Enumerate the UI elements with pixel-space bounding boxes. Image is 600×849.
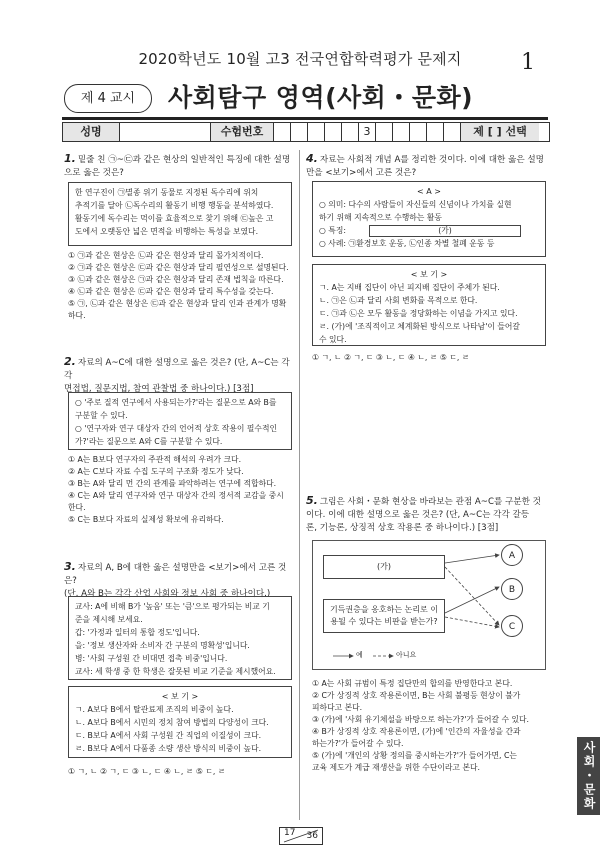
title-rule <box>62 117 548 120</box>
choice-2[interactable]: ② ㉠과 같은 현상은 ㉢과 같은 현상과 달리 필연성으로 설명된다. <box>68 263 289 272</box>
question-stem-cont: 론, 기능론, 상징적 상호 작용론 중 하나이다.) [3점] <box>306 523 499 533</box>
choice-1[interactable]: ① A는 사회 규범이 특정 집단만의 합의를 반영한다고 본다. <box>312 679 513 688</box>
bogi-item-cont: 수 있다. <box>319 335 347 344</box>
q3-passage-box <box>68 596 292 680</box>
page-number: 1 <box>521 50 535 75</box>
question-stem: 자료의 A~C에 대한 설명으로 옳은 것은? (단, A~C는 각각 <box>64 358 290 381</box>
exam-no-label: 수험번호 <box>211 123 274 141</box>
exam-no-box[interactable] <box>410 123 427 141</box>
page-total: 36 <box>306 831 318 841</box>
choice-4-cont: 한다. <box>68 503 86 512</box>
choice-4-cont: 하는가?'가 들어갈 수 있다. <box>312 739 404 748</box>
session-badge: 제 4 교시 <box>64 84 152 113</box>
page-counter <box>279 827 323 845</box>
bogi-heading: < 보 기 > <box>410 270 448 279</box>
passage-line: 가?'라는 질문으로 A와 C를 구분할 수 있다. <box>75 437 223 446</box>
bogi-item: ㄴ. A보다 B에서 시민의 정치 참여 방법의 다양성이 크다. <box>75 718 269 727</box>
subject-side-tab: 사회・문화 <box>577 737 600 815</box>
bogi-item: ㄱ. A보다 B에서 탈관료제 조직의 비중이 높다. <box>75 705 234 714</box>
bogi-item: ㄹ. (가)에 '조직적이고 체계화된 방식으로 나타남'이 들어갈 <box>319 322 520 331</box>
question-number: 2. <box>64 355 76 368</box>
node-c: C <box>501 615 523 637</box>
q4-concept-box <box>312 181 546 257</box>
q3-bogi-box <box>68 686 292 758</box>
passage-line: 도에서 오랫동안 넓은 면적을 비행하는 특성을 보였다. <box>75 227 259 236</box>
question-stem: 자료의 A, B에 대한 옳은 설명만을 <보기>에서 고른 것은? <box>64 563 287 586</box>
question-stem-cont: 면접법, 질문지법, 참여 관찰법 중 하나이다.) [3점] <box>64 384 254 394</box>
q3-answer-options[interactable]: ① ㄱ, ㄴ ② ㄱ, ㄷ ③ ㄴ, ㄷ ④ ㄴ, ㄹ ⑤ ㄷ, ㄹ <box>68 767 226 776</box>
choice-3[interactable]: ③ (가)에 '사회 유기체설을 바탕으로 하는가?'가 들어갈 수 있다. <box>312 715 530 724</box>
dialogue-line: 교사: A에 비해 B가 '높음' 또는 '큼'으로 평가되는 비교 기 <box>75 602 270 611</box>
concept-feature-row <box>319 224 539 237</box>
name-field[interactable] <box>120 123 211 141</box>
node-b: B <box>501 578 523 600</box>
dialogue-line: 준을 제시해 보세요. <box>75 615 143 624</box>
question-3 <box>64 560 296 601</box>
exam-no-box[interactable] <box>376 123 393 141</box>
q2-passage-box <box>68 392 292 450</box>
question-number: 5. <box>306 494 318 507</box>
question-4 <box>306 152 546 180</box>
choice-2[interactable]: ② C가 상징적 상호 작용론이면, B는 사회 불평등 현상이 불가 <box>312 691 521 700</box>
dialogue-line: 갑: '가정과 일터의 통합 정도'입니다. <box>75 628 200 637</box>
column-divider <box>299 150 300 820</box>
choice-3[interactable]: ③ B는 A와 달리 먼 간의 관계를 파악하려는 연구에 적합하다. <box>68 479 277 488</box>
concept-line: ○ 사례: ㉠환경보호 운동, ㉡인종 차별 철폐 운동 등 <box>319 239 495 248</box>
exam-no-box[interactable] <box>427 123 444 141</box>
concept-line: ○ 특징: <box>319 226 346 235</box>
passage-line: ○ '연구자와 연구 대상자 간의 언어적 상호 작용이 필수적인 <box>75 424 278 433</box>
legend-yes: 예 <box>356 651 363 659</box>
exam-header-title: 2020학년도 10월 고3 전국연합학력평가 문제지 <box>138 50 462 68</box>
blank-ga-box: (가) <box>369 225 521 237</box>
choice-1[interactable]: ① A는 B보다 연구자의 주관적 해석의 우려가 크다. <box>68 455 242 464</box>
exam-no-box[interactable] <box>342 123 359 141</box>
question-1 <box>64 152 292 180</box>
question-stem: 밑줄 친 ㉠~㉢과 같은 현상의 일반적인 특징에 대한 설명으로 옳은 것은? <box>64 155 291 178</box>
q4-answer-options[interactable]: ① ㄱ, ㄴ ② ㄱ, ㄷ ③ ㄴ, ㄷ ④ ㄴ, ㄹ ⑤ ㄷ, ㄹ <box>312 353 470 362</box>
choice-5[interactable]: ⑤ C는 B보다 자료의 실제성 확보에 유리하다. <box>68 515 224 524</box>
passage-line: ○ '주로 질적 연구에서 사용되는가?'라는 질문으로 A와 B를 <box>75 398 277 407</box>
exam-no-box[interactable] <box>325 123 342 141</box>
dialogue-line: 병: '사회 구성원 간 비대면 접촉 비중'입니다. <box>75 654 228 663</box>
choice-4[interactable]: ④ ㉡과 같은 현상은 ㉢과 같은 현상과 달리 특수성을 갖는다. <box>68 287 274 296</box>
diagram-box-question: 기득권층을 옹호하는 논리로 이용될 수 있다는 비판을 받는가? <box>323 599 445 633</box>
bogi-item: ㄴ. ㉠은 ㉡과 달리 사회 변화를 목적으로 한다. <box>319 296 478 305</box>
exam-no-box[interactable] <box>308 123 325 141</box>
question-number: 1. <box>64 152 76 165</box>
choice-5-cont: 교육 제도가 계급 재생산을 위한 수단이라고 본다. <box>312 763 480 772</box>
choice-4[interactable]: ④ B가 상징적 상호 작용론이면, (가)에 '인간의 자율성을 간과 <box>312 727 521 736</box>
dialogue-line: 교사: 세 학생 중 한 학생은 잘못된 비교 기준을 제시했어요. <box>75 667 276 676</box>
name-label: 성명 <box>63 123 120 141</box>
question-stem: 자료는 사회적 개념 A를 정리한 것이다. 이에 대한 옳은 설명만을 <보기>에서 고른 것은? <box>306 155 544 178</box>
choice-5-cont: 하다. <box>68 311 86 320</box>
page-current: 17 <box>284 828 296 838</box>
q5-diagram-frame <box>312 540 546 670</box>
question-5 <box>306 494 550 535</box>
question-number: 3. <box>64 560 76 573</box>
bogi-heading: < 보 기 > <box>161 692 199 701</box>
select-label: 제 [ ] 선택 <box>461 123 539 141</box>
passage-line: 구분할 수 있다. <box>75 411 128 420</box>
legend-no: 아니요 <box>396 651 417 659</box>
question-stem-cont: (단, A와 B는 각각 산업 사회와 정보 사회 중 하나이다.) <box>64 589 271 599</box>
q4-bogi-box <box>312 264 546 346</box>
bogi-item: ㄱ. A는 지배 집단이 아닌 피지배 집단이 주체가 된다. <box>319 283 500 292</box>
concept-heading: < A > <box>417 187 441 196</box>
choice-2[interactable]: ② A는 C보다 자료 수집 도구의 구조화 정도가 낮다. <box>68 467 244 476</box>
choice-5[interactable]: ⑤ (가)에 '개인의 상황 정의를 중시하는가?'가 들어가면, C는 <box>312 751 517 760</box>
choice-5[interactable]: ⑤ ㉠, ㉡과 같은 현상은 ㉢과 같은 현상과 달리 인과 관계가 명확 <box>68 299 287 308</box>
question-stem: 그림은 사회・문화 현상을 바라보는 관점 A~C를 구분한 것 <box>319 497 541 507</box>
node-a: A <box>501 544 523 566</box>
q1-choices <box>68 250 298 322</box>
exam-no-digit: 3 <box>359 123 376 141</box>
bogi-item: ㄹ. B보다 A에서 다품종 소량 생산 방식의 비중이 높다. <box>75 744 262 753</box>
q5-choices <box>312 678 552 774</box>
passage-line: 추적기를 달아 ㉡독수리의 활동기 비행 행동을 분석하였다. <box>75 201 274 210</box>
question-number: 4. <box>306 152 318 165</box>
diagram-box-ga: (가) <box>323 555 445 579</box>
choice-2-cont: 피하다고 본다. <box>312 703 363 712</box>
choice-1[interactable]: ① ㉠과 같은 현상은 ㉡과 같은 현상과 달리 몰가치적이다. <box>68 251 264 260</box>
exam-no-box[interactable] <box>291 123 308 141</box>
exam-no-box[interactable] <box>444 123 461 141</box>
bogi-item: ㄷ. ㉠과 ㉡은 모두 활동을 정당화하는 이념을 가지고 있다. <box>319 309 518 318</box>
exam-no-box[interactable] <box>393 123 410 141</box>
student-info-row <box>62 122 550 142</box>
q2-choices <box>68 454 298 526</box>
question-2 <box>64 355 294 396</box>
exam-no-box[interactable] <box>274 123 291 141</box>
choice-3[interactable]: ③ ㉡과 같은 현상은 ㉠과 같은 현상과 달리 존재 법칙을 따른다. <box>68 275 284 284</box>
concept-line: ○ 의미: 다수의 사람들이 자신들의 신념이나 가치를 실현 <box>319 200 512 209</box>
concept-line: 하기 위해 지속적으로 수행하는 활동 <box>319 213 442 222</box>
choice-4[interactable]: ④ C는 A와 달리 연구자와 연구 대상자 간의 정서적 교감을 중시 <box>68 491 284 500</box>
q1-passage-box <box>68 182 292 246</box>
question-stem-cont: 이다. 이에 대한 설명으로 옳은 것은? (단, A~C는 각각 갈등 <box>306 510 530 520</box>
dialogue-line: 을: '정보 생산자와 소비자 간 구분의 명확성'입니다. <box>75 641 250 650</box>
passage-line: 한 연구진이 ㉠멸종 위기 동물로 지정된 독수리에 위치 <box>75 188 259 197</box>
main-title: 사회탐구 영역(사회・문화) <box>168 83 474 112</box>
bogi-item: ㄷ. B보다 A에서 사회 구성원 간 직업의 이질성이 크다. <box>75 731 262 740</box>
passage-line: 활동기에 독수리는 먹이를 효율적으로 찾기 위해 ㉢높은 고 <box>75 214 274 223</box>
